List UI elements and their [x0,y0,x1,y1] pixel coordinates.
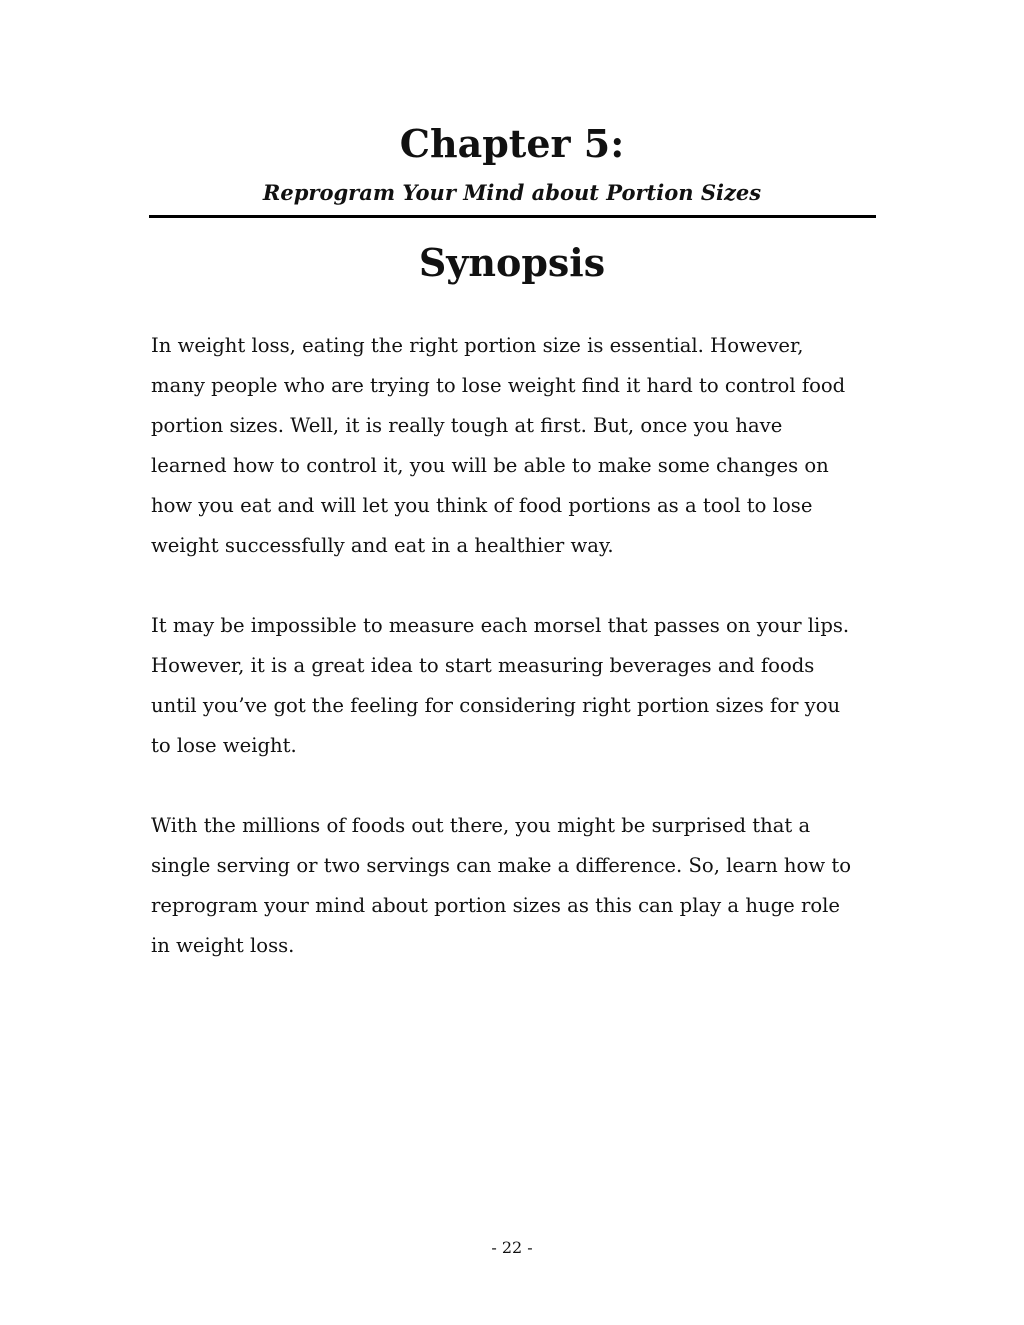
section-title: Synopsis [418,240,606,285]
paragraph-line: how you eat and will let you think of food portions as a tool to lose [151,494,813,517]
paragraph-1 [151,326,876,566]
paragraph-line: weight successfully and eat in a healthier way. [151,534,614,557]
body-text [151,326,876,1006]
paragraph-3 [151,806,876,966]
paragraph-line: learned how to control it, you will be able to make some changes on [151,454,829,477]
page-number: - 22 - [491,1238,533,1257]
paragraph-line: to lose weight. [151,734,297,757]
chapter-subtitle: Reprogram Your Mind about Portion Sizes [262,180,762,205]
paragraph-line: many people who are trying to lose weight find it hard to control food [151,374,846,397]
paragraph-line: portion sizes. Well, it is really tough at first. But, once you have [151,414,783,437]
paragraph-line: single serving or two servings can make a difference. So, learn how to [151,854,851,877]
paragraph-line: In weight loss, eating the right portion size is essential. However, [151,334,804,357]
paragraph-line: until you’ve got the feeling for considering right portion sizes for you [151,694,841,717]
paragraph-line: With the millions of foods out there, you might be surprised that a [151,814,811,837]
paragraph-line: It may be impossible to measure each morsel that passes on your lips. [151,614,850,637]
chapter-divider [149,215,876,218]
paragraph-line: in weight loss. [151,934,295,957]
paragraph-line: However, it is a great idea to start measuring beverages and foods [151,654,815,677]
paragraph-line: reprogram your mind about portion sizes as this can play a huge role [151,894,840,917]
paragraph-2 [151,606,876,766]
chapter-title: Chapter 5: [399,121,625,166]
